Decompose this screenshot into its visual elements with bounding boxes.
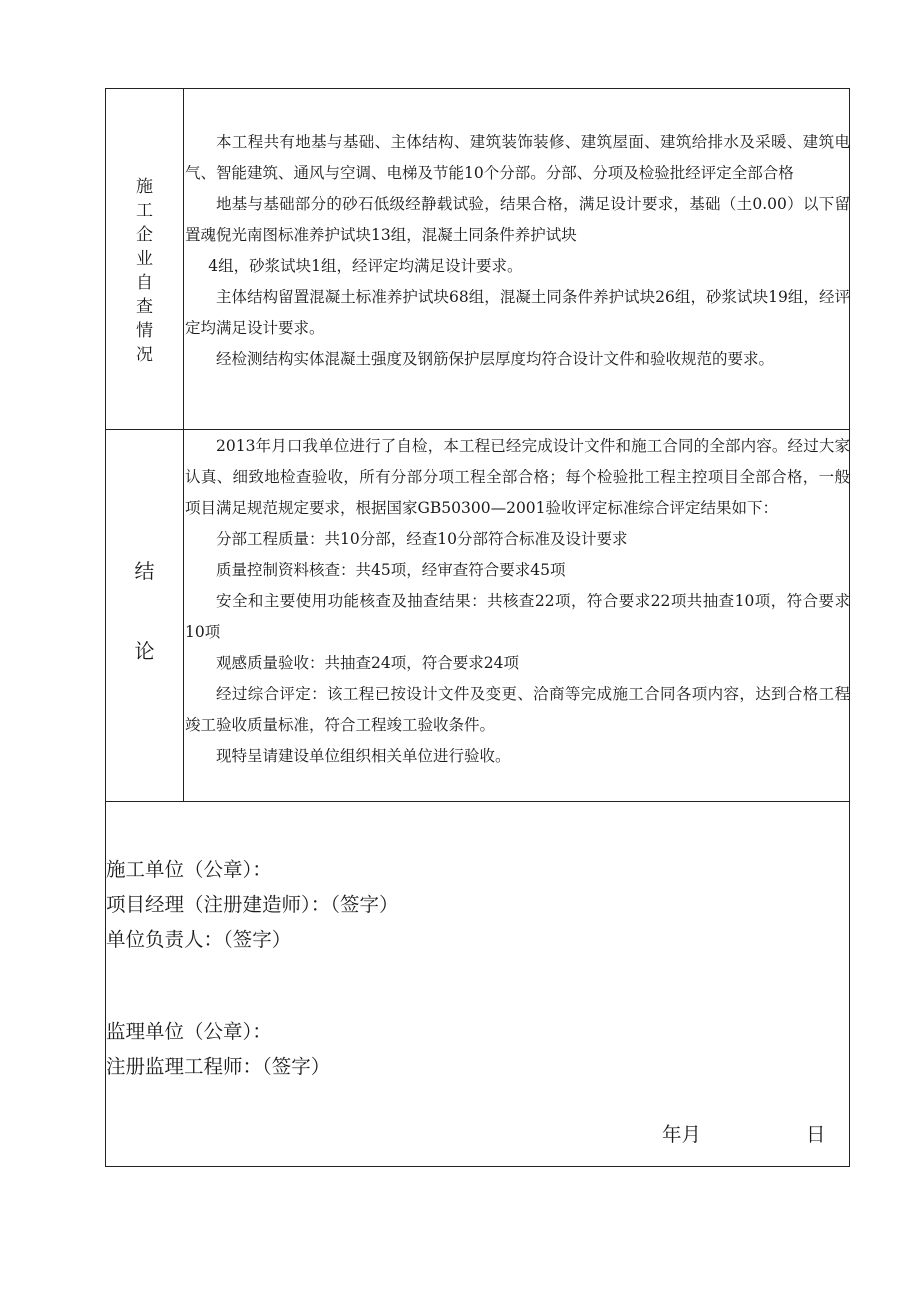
row-divider [106, 429, 849, 430]
supervisor-unit-seal: 监理单位（公章）： [106, 1020, 272, 1043]
label-char: 论 [134, 639, 155, 663]
conclusion-paragraph: 现特呈请建设单位组织相关单位进行验收。 [216, 747, 511, 765]
label-char: 结 [134, 559, 155, 583]
self-check-paragraph: 4组，砂浆试块1组，经评定均满足设计要求。 [208, 257, 523, 275]
date-day: 日 [806, 1123, 826, 1146]
conclusion-label [106, 559, 183, 663]
self-check-paragraph: 经检测结构实体混凝土强度及钢筋保护层厚度均符合设计文件和验收规范的要求。 [216, 350, 775, 368]
date-year-month: 年月 [662, 1123, 702, 1146]
self-check-paragraph: 本工程共有地基与基础、主体结构、建筑装饰装修、建筑屋面、建筑给排水及采暖、建筑电气、智能建筑、通风与空调、电梯及节能10个分部。分部、分项及检验批经评定全部合格 [185, 133, 850, 182]
conclusion-paragraph: 经过综合评定：该工程已按设计文件及变更、洽商等完成施工合同各项内容，达到合格工程竣工验收质量标准，符合工程竣工验收条件。 [185, 685, 850, 734]
conclusion-paragraph: 分部工程质量：共10分部，经查10分部符合标准及设计要求 [216, 530, 628, 548]
label-char: 况 [136, 345, 153, 365]
label-char: 情 [136, 321, 153, 341]
project-manager-signature: 项目经理（注册建造师）：（签字） [106, 893, 399, 916]
contractor-unit-seal: 施工单位（公章）： [106, 858, 272, 881]
self-check-content [185, 127, 850, 375]
conclusion-paragraph: 安全和主要使用功能核查及抽查结果：共核查22项，符合要求22项共抽查10项，符合要求10项 [185, 592, 850, 641]
conclusion-paragraph: 观感质量验收：共抽查24项，符合要求24项 [216, 654, 519, 672]
label-char: 施 [136, 177, 153, 197]
self-check-label [106, 175, 183, 367]
conclusion-content [185, 431, 850, 772]
self-check-paragraph: 地基与基础部分的砂石低级经静载试验，结果合格，满足设计要求，基础（土0.00）以下留置魂倪光南图标准养护试块13组，混凝土同条件养护试块 [185, 195, 850, 244]
conclusion-paragraph: 2013年月口我单位进行了自检，本工程已经完成设计文件和施工合同的全部内容。经过大家认真、细致地检查验收，所有分部分项工程全部合格；每个检验批工程主控项目全部合格，一般项目满足规范规定要求，根据国家GB50300—2001验收评定标准综合评定结果如下： [185, 437, 850, 517]
column-divider [183, 89, 184, 801]
label-char: 工 [136, 201, 153, 221]
label-char: 业 [136, 249, 153, 269]
conclusion-paragraph: 质量控制资料核查：共45项，经审查符合要求45项 [216, 561, 566, 579]
row-divider [106, 801, 849, 802]
supervising-engineer-signature: 注册监理工程师：（签字） [106, 1055, 331, 1078]
label-char: 企 [136, 225, 153, 245]
self-check-paragraph: 主体结构留置混凝土标准养护试块68组，混凝土同条件养护试块26组，砂浆试块19组，经评定均满足设计要求。 [185, 288, 850, 337]
label-char: 自 [136, 273, 153, 293]
acceptance-form-table [105, 88, 850, 1167]
label-char: 查 [136, 297, 153, 317]
unit-head-signature: 单位负责人：（签字） [106, 928, 292, 951]
